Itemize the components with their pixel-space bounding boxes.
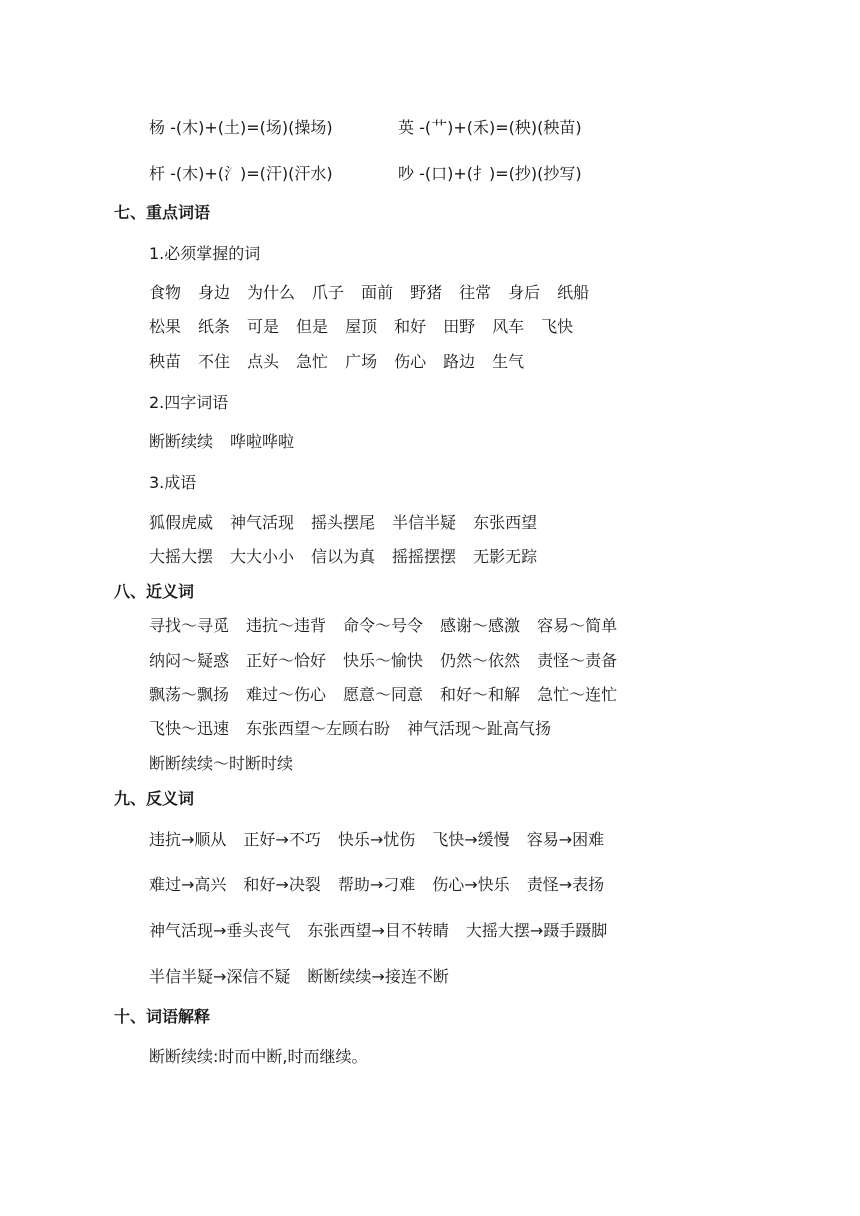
word: 路边 (443, 352, 476, 371)
word: 容易→困难 (526, 830, 605, 849)
word: 和好～和解 (440, 685, 521, 704)
word: 快乐→忧伤 (337, 830, 416, 849)
word: 飞快 (541, 317, 574, 336)
word: 和好→决裂 (243, 875, 321, 894)
subheading: 1.必须掌握的词 (149, 244, 261, 263)
word: 责怪～责备 (537, 651, 618, 670)
word-row (149, 718, 551, 740)
word: 断断续续～时断时续 (149, 754, 294, 773)
word: 东张西望 (473, 513, 538, 532)
section-heading: 七、重点词语 (114, 203, 211, 222)
word-row (149, 282, 589, 304)
word: 神气活现～趾高气扬 (407, 719, 552, 738)
word: 大大小小 (230, 547, 295, 566)
word: 纳闷～疑惑 (149, 651, 230, 670)
word: 飞快～迅速 (149, 719, 230, 738)
word: 大摇大摆 (149, 547, 214, 566)
formula-text: 英 -(艹)+(禾)=(秧)(秧苗) (398, 118, 582, 137)
word: 感谢～感激 (440, 616, 521, 635)
word-row (149, 512, 537, 534)
word: 寻找～寻觅 (149, 616, 230, 635)
definition-text: 断断续续:时而中断,时而继续。 (149, 1047, 368, 1066)
subheading: 2.四字词语 (149, 393, 229, 412)
word: 但是 (296, 317, 329, 336)
word: 可是 (247, 317, 280, 336)
word: 松果 (149, 317, 182, 336)
word: 违抗～违背 (246, 616, 327, 635)
word-row (149, 351, 524, 373)
word: 急忙 (296, 352, 329, 371)
word: 神气活现→垂头丧气 (149, 921, 291, 940)
section-heading: 八、近义词 (114, 582, 195, 601)
word: 急忙～连忙 (537, 685, 618, 704)
word: 田野 (443, 317, 476, 336)
word: 面前 (361, 283, 394, 302)
section-heading: 十、词语解释 (114, 1007, 211, 1026)
word-row (149, 431, 294, 453)
word: 无影无踪 (473, 547, 538, 566)
word: 为什么 (247, 283, 296, 302)
word: 神气活现 (230, 513, 295, 532)
word: 正好→不巧 (243, 830, 321, 849)
word: 点头 (247, 352, 280, 371)
word: 不住 (198, 352, 231, 371)
word: 愿意～同意 (343, 685, 424, 704)
word-row (149, 920, 607, 942)
word: 飞快→缓慢 (432, 830, 510, 849)
word: 快乐～愉快 (343, 651, 424, 670)
word: 命令～号令 (343, 616, 424, 635)
word-row (149, 874, 604, 896)
word-row (149, 615, 617, 637)
word: 风车 (492, 317, 525, 336)
word-row (149, 650, 617, 672)
word: 往常 (459, 283, 492, 302)
word: 违抗→顺从 (149, 830, 227, 849)
word: 屋顶 (345, 317, 378, 336)
word-row (149, 753, 293, 775)
word: 摇头摆尾 (311, 513, 376, 532)
word: 半信半疑→深信不疑 (149, 967, 291, 986)
word: 帮助→刁难 (337, 875, 416, 894)
word: 东张西望～左顾右盼 (246, 719, 391, 738)
word-row (149, 316, 573, 338)
word: 飘荡～飘扬 (149, 685, 230, 704)
word: 爪子 (312, 283, 345, 302)
word: 狐假虎威 (149, 513, 214, 532)
word: 容易～简单 (537, 616, 618, 635)
word: 纸条 (198, 317, 231, 336)
word: 哗啦哗啦 (230, 432, 295, 451)
section-heading: 九、反义词 (114, 789, 195, 808)
formula-text: 杆 -(木)+(氵)=(汗)(汗水) (149, 164, 333, 183)
word: 广场 (345, 352, 378, 371)
word: 信以为真 (311, 547, 376, 566)
formula-text: 杨 -(木)+(土)=(场)(操场) (149, 118, 333, 137)
word-row (149, 546, 537, 568)
word-row (149, 684, 617, 706)
word: 野猪 (410, 283, 443, 302)
word: 大摇大摆→蹑手蹑脚 (465, 921, 608, 940)
word: 生气 (492, 352, 525, 371)
word: 难过～伤心 (246, 685, 327, 704)
word: 仍然～依然 (440, 651, 521, 670)
word: 伤心 (394, 352, 427, 371)
subheading: 3.成语 (149, 473, 197, 492)
word: 半信半疑 (392, 513, 457, 532)
word: 纸船 (557, 283, 590, 302)
word-row (149, 966, 449, 988)
formula-row-2 (149, 163, 582, 185)
formula-row-1 (149, 117, 582, 139)
word: 责怪→表扬 (526, 875, 605, 894)
word: 正好～恰好 (246, 651, 327, 670)
word: 秧苗 (149, 352, 182, 371)
word: 摇摇摆摆 (392, 547, 457, 566)
word: 断断续续 (149, 432, 214, 451)
word: 和好 (394, 317, 427, 336)
word: 身后 (508, 283, 541, 302)
word: 身边 (198, 283, 231, 302)
word: 东张西望→目不转睛 (307, 921, 449, 940)
word: 伤心→快乐 (432, 875, 510, 894)
formula-text: 吵 -(口)+(扌)=(抄)(抄写) (398, 164, 582, 183)
word-row (149, 829, 604, 851)
word: 难过→高兴 (149, 875, 227, 894)
word: 食物 (149, 283, 182, 302)
word: 断断续续→接连不断 (307, 967, 449, 986)
